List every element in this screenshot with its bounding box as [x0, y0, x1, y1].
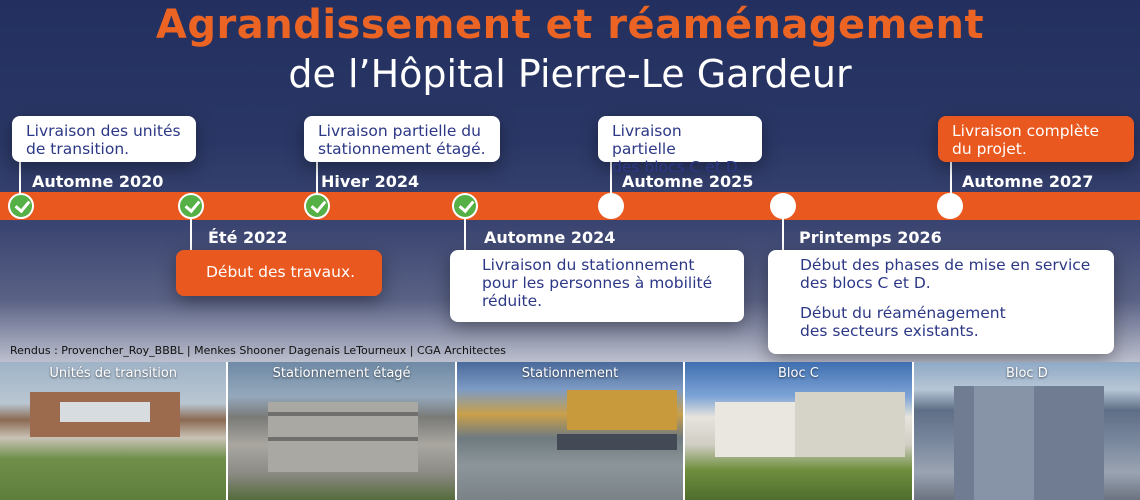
building-floor: [268, 437, 418, 441]
photo-caption: Unités de transition: [49, 366, 178, 381]
building-floor: [268, 412, 418, 416]
check-icon: [452, 193, 478, 219]
milestone-box-2027: Livraison complète du projet.: [938, 116, 1134, 162]
pending-marker: [770, 193, 796, 219]
stem: [316, 160, 318, 194]
milestone-date-2024-automne: Automne 2024: [484, 228, 616, 247]
milestone-date-2027: Automne 2027: [962, 172, 1094, 191]
check-icon: [304, 193, 330, 219]
pending-marker: [937, 193, 963, 219]
stem: [190, 218, 192, 254]
milestone-box-2020: Livraison des unités de transition.: [12, 116, 196, 162]
photo-bloc-d: [914, 362, 1140, 500]
milestone-date-2025: Automne 2025: [622, 172, 754, 191]
stem: [950, 160, 952, 194]
photo-stationnement-etage: [228, 362, 454, 500]
check-icon: [8, 193, 34, 219]
timeline-bar: [0, 192, 1140, 220]
building: [567, 390, 677, 430]
milestone-box-2025: Livraison partielle des blocs C et D.: [598, 116, 762, 162]
building: [715, 402, 795, 457]
milestone-box-2024-hiver: Livraison partielle du stationnement étagé.: [304, 116, 500, 162]
building-facade: [974, 386, 1034, 500]
photo-caption: Stationnement: [521, 366, 619, 381]
milestone-date-2022: Été 2022: [208, 228, 288, 247]
credits: Rendus : Provencher_Roy_BBBL | Menkes Shooner Dagenais LeTourneux | CGA Architectes: [10, 344, 507, 357]
check-icon: [178, 193, 204, 219]
milestone-box-2024-automne: Livraison du stationnement pour les personnes à mobilité réduite.: [450, 250, 744, 322]
milestone-box-2022: Début des travaux.: [176, 250, 382, 296]
stem: [464, 218, 466, 254]
building: [795, 392, 905, 457]
building-windows: [60, 402, 150, 422]
title-line-2: de l’Hôpital Pierre-Le Gardeur: [288, 52, 852, 96]
milestone-date-2026: Printemps 2026: [799, 228, 942, 247]
title-line-1: Agrandissement et réaménagement: [155, 2, 985, 48]
parked-cars: [557, 434, 677, 450]
photo-stationnement: [457, 362, 683, 500]
photo-strip: [0, 362, 1140, 500]
stem: [782, 218, 784, 254]
photo-unites-transition: [0, 362, 226, 500]
milestone-date-2020: Automne 2020: [32, 172, 164, 191]
milestone-text-2026-a: Début des phases de mise en service des blocs C et D.: [800, 256, 1091, 292]
milestone-text-2026-b: Début du réaménagement des secteurs existants.: [800, 304, 1006, 340]
pending-marker: [598, 193, 624, 219]
photo-bloc-c: [685, 362, 911, 500]
milestone-date-2024-hiver: Hiver 2024: [321, 172, 420, 191]
milestone-box-2026: [768, 250, 1114, 354]
photo-caption: Stationnement étagé: [272, 366, 411, 381]
stem: [19, 160, 21, 194]
photo-caption: Bloc D: [1005, 366, 1048, 381]
photo-caption: Bloc C: [778, 366, 819, 381]
